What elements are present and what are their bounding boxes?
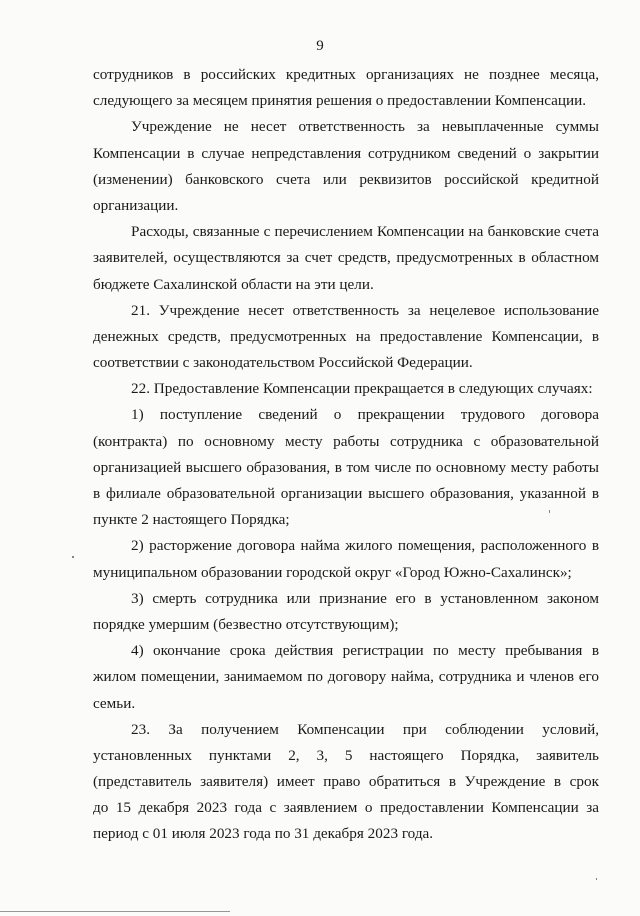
text-line: до 15 декабря 2023 года с заявлением о предоставлении Компенсации за — [93, 799, 599, 817]
scan-speck — [596, 878, 597, 880]
text-line: 3) смерть сотрудника или признание его в установленном законом — [131, 589, 599, 607]
paragraph-p3 — [93, 298, 599, 377]
text-line: бюджете Сахалинской области на эти цели. — [93, 275, 374, 293]
text-line: (представитель заявителя) имеет право обратиться в Учреждение в срок — [93, 773, 599, 791]
page-number: 9 — [316, 38, 324, 54]
paragraph-p8 — [93, 638, 599, 717]
text-line: 22. Предоставление Компенсации прекращается в следующих случаях: — [131, 380, 593, 398]
paragraph-p0 — [93, 62, 599, 114]
text-line: период с 01 июля 2023 года по 31 декабря 2023 года. — [93, 825, 434, 843]
text-line: пункте 2 настоящего Порядка; — [93, 511, 290, 529]
text-line: жилом помещении, занимаемом по договору найма, сотрудника и членов его — [93, 668, 599, 686]
text-line: 21. Учреждение несет ответственность за нецелевое использование — [131, 301, 599, 319]
scan-edge-line — [0, 911, 230, 912]
text-line: заявителей, осуществляются за счет средств, предусмотренных в областном — [93, 249, 599, 267]
text-line: 2) расторжение договора найма жилого помещения, расположенного в — [131, 537, 599, 555]
text-line: сотрудников в российских кредитных организациях не позднее месяца, — [93, 66, 599, 83]
document-body — [93, 62, 599, 848]
text-line: в филиале образовательной организации высшего образования, указанной в — [93, 485, 599, 502]
paragraph-p1 — [93, 114, 599, 219]
scan-speck — [549, 510, 550, 513]
text-line: Расходы, связанные с перечислением Компенсации на банковские счета — [131, 223, 599, 241]
scan-speck — [72, 556, 74, 558]
text-line: муниципальном образовании городской округ «Город Южно-Сахалинск»; — [93, 563, 572, 581]
text-line: соответствии с законодательством Российской Федерации. — [93, 354, 473, 372]
paragraph-p5 — [93, 402, 599, 533]
text-line: (контракта) по основному месту работы сотрудника с образовательной — [93, 432, 599, 450]
text-line: семьи. — [93, 694, 136, 712]
text-line: 1) поступление сведений о прекращении трудового договора — [131, 406, 599, 424]
text-line: следующего за месяцем принятия решения о предоставлении Компенсации. — [93, 92, 587, 110]
text-line: 23. За получением Компенсации при соблюдении условий, — [131, 720, 599, 738]
text-line: организации. — [93, 196, 179, 214]
text-line: денежных средств, предусмотренных на предоставление Компенсации, в — [93, 327, 599, 345]
text-line: установленных пунктами 2, 3, 5 настоящего Порядка, заявитель — [93, 746, 599, 764]
text-line: организацией высшего образования, в том числе по основному месту работы — [93, 458, 599, 476]
paragraph-p6 — [93, 533, 599, 585]
text-line: Учреждение не несет ответственность за невыплаченные суммы — [131, 118, 599, 136]
paragraph-p4 — [93, 376, 599, 402]
text-line: Компенсации в случае непредставления сотрудником сведений о закрытии — [93, 144, 599, 162]
paragraph-p7 — [93, 586, 599, 638]
text-line: 4) окончание срока действия регистрации по месту пребывания в — [131, 642, 599, 660]
paragraph-p9 — [93, 717, 599, 848]
text-line: порядке умершим (безвестно отсутствующим); — [93, 615, 399, 633]
text-line: (изменении) банковского счета или реквизитов российской кредитной — [93, 170, 599, 188]
paragraph-p2 — [93, 219, 599, 298]
